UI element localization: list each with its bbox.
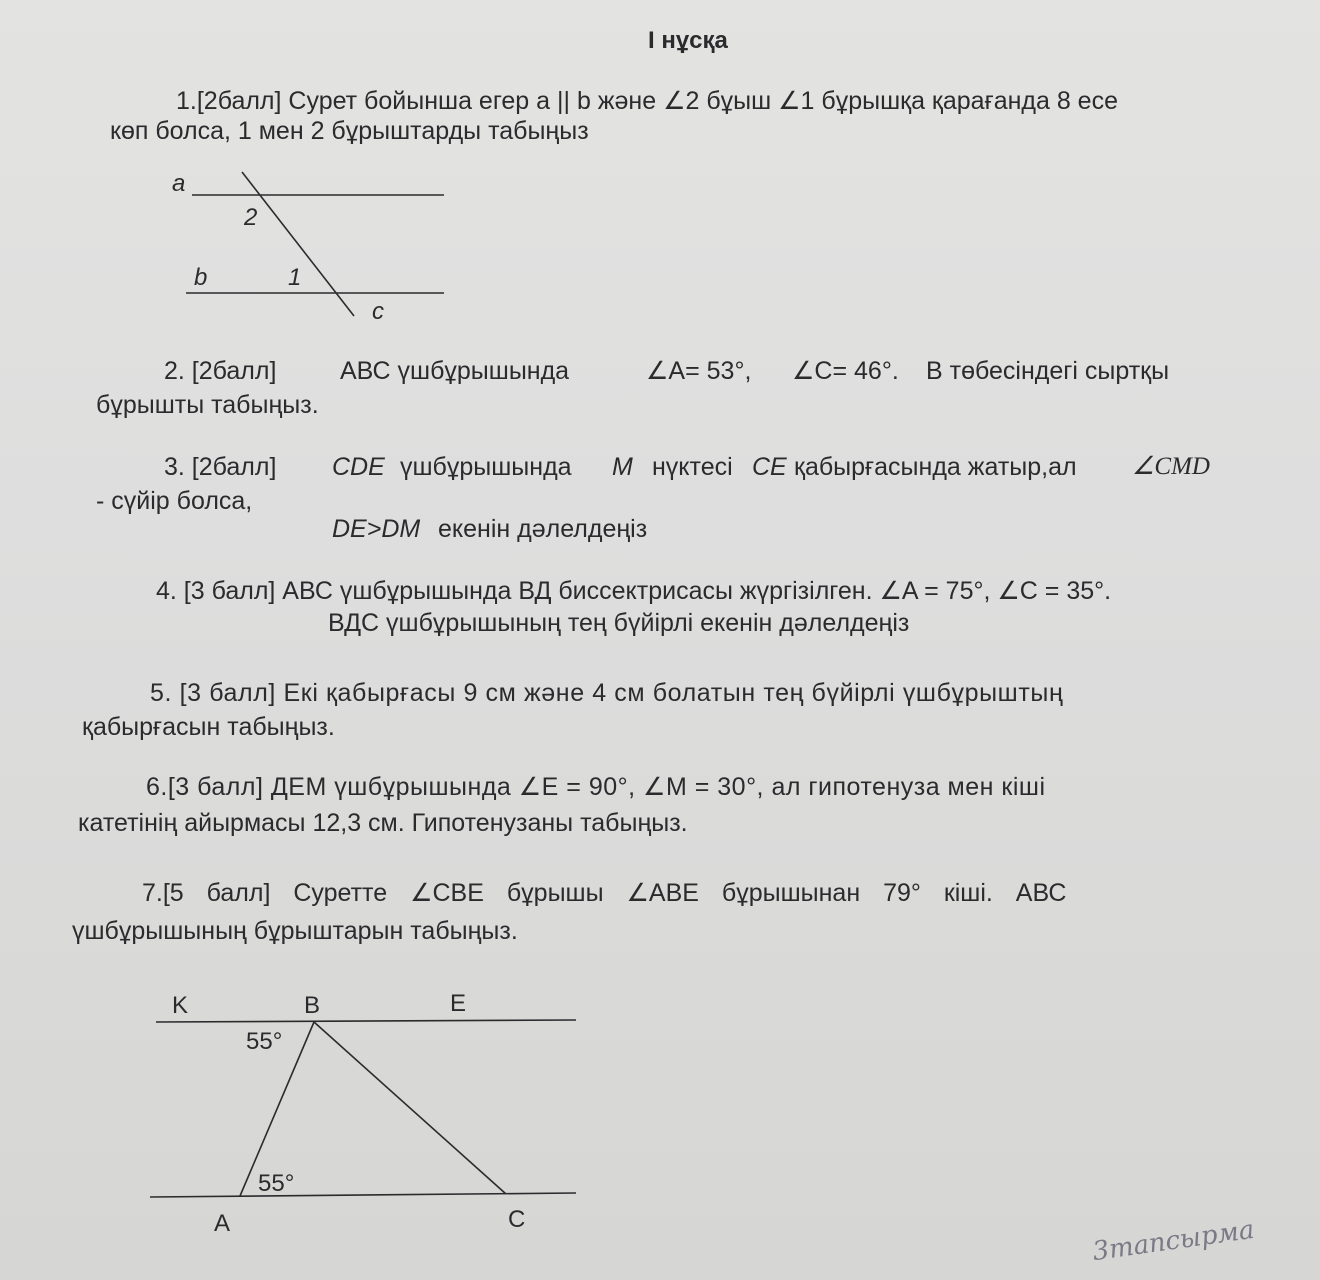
q6-line1: 6.[3 балл] ДЕМ үшбұрышында ∠E = 90°, ∠M = 30°, ал гипотенуза мен кіші bbox=[146, 773, 1046, 801]
q3-line3: екенін дәлелдеңіз bbox=[438, 515, 648, 543]
label-b: b bbox=[194, 264, 208, 291]
q1-line2: көп болса, 1 мен 2 бұрыштарды табыңыз bbox=[110, 117, 589, 145]
label-a: a bbox=[172, 170, 186, 197]
q6-line2: катетінің айырмасы 12,3 см. Гипотенузаны табыңыз. bbox=[78, 809, 688, 837]
q2-tail: В төбесіндегі сыртқы bbox=[926, 357, 1170, 385]
q3-text1: үшбұрышында bbox=[400, 453, 572, 481]
q2-label: 2. [2балл] bbox=[164, 357, 277, 385]
line-ac bbox=[150, 1193, 576, 1197]
q3-angle-cmd: ∠CMD bbox=[1132, 453, 1210, 480]
q3-text3: қабырғасында жатыр,ал bbox=[794, 453, 1077, 481]
q3-cde: CDE bbox=[332, 453, 385, 481]
label-c-point: C bbox=[508, 1206, 526, 1233]
q3-label: 3. [2балл] bbox=[164, 453, 277, 481]
q5-line2: қабырғасын табыңыз. bbox=[82, 713, 335, 741]
q3-ce: CE bbox=[752, 453, 787, 481]
q3-inequality: DE>DM bbox=[332, 515, 421, 543]
q3-line2: - сүйір болса, bbox=[96, 487, 253, 515]
q3-m: M bbox=[612, 453, 633, 481]
line-kbe bbox=[156, 1020, 576, 1022]
segment-bc bbox=[314, 1022, 506, 1194]
q1-line1: 1.[2балл] Сурет бойынша егер а || b және ∠2 бұыш ∠1 бұрышқа қарағанда 8 есе bbox=[176, 87, 1118, 115]
label-a-point: A bbox=[214, 1210, 231, 1237]
q2-angle-c: ∠C= 46°. bbox=[792, 357, 899, 385]
q4-line2: ВДС үшбұрышының тең бүйірлі екенін дәлелдеңіз bbox=[328, 609, 910, 637]
label-e: E bbox=[450, 990, 467, 1017]
label-angle-1: 1 bbox=[288, 264, 302, 291]
label-k: K bbox=[172, 992, 189, 1019]
q5-line1: 5. [3 балл] Екі қабырғасы 9 см және 4 см болатын тең бүйірлі үшбұрыштың bbox=[150, 679, 1064, 707]
label-angle-2: 2 bbox=[244, 204, 258, 231]
q4-line1: 4. [3 балл] АВС үшбұрышында ВД биссектрисасы жүргізілген. ∠A = 75°, ∠C = 35°. bbox=[156, 577, 1112, 605]
label-angle-55-bottom: 55° bbox=[258, 1170, 295, 1197]
q2-line2: бұрышты табыңыз. bbox=[96, 391, 319, 419]
q2-mid: АВС үшбұрышында bbox=[340, 357, 570, 385]
handwritten-note: 3тапсырма bbox=[1090, 1214, 1257, 1268]
q3-text2: нүктесі bbox=[652, 453, 733, 481]
label-b-point: B bbox=[304, 992, 321, 1019]
q7-line2: үшбұрышының бұрыштарын табыңыз. bbox=[72, 917, 518, 945]
q2-angle-a: ∠A= 53°, bbox=[646, 357, 752, 385]
page-title: І нұсқа bbox=[648, 27, 728, 54]
label-c: c bbox=[372, 298, 384, 325]
label-angle-55-top: 55° bbox=[246, 1028, 283, 1055]
q7-line1: 7.[5 балл] Суретте ∠CBE бұрышы ∠ABE бұрышынан 79° кіші. АВС bbox=[142, 879, 1067, 907]
